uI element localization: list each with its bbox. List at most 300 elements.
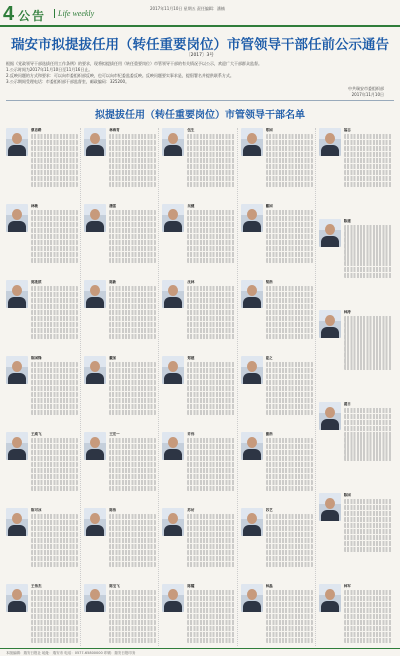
bio-text-line xyxy=(31,590,78,595)
bio-text-line xyxy=(344,249,392,254)
bio-text-line xyxy=(109,602,156,607)
bio-text-line xyxy=(31,398,78,403)
candidate-column xyxy=(84,128,159,646)
bio-text-line xyxy=(266,596,313,601)
bio-text-line xyxy=(31,468,78,473)
bio-text-line xyxy=(344,620,392,625)
bio-text-line xyxy=(31,286,78,291)
candidate-name: 林敏 xyxy=(31,204,38,208)
candidate-card xyxy=(241,584,313,646)
candidate-name: 陈可冰 xyxy=(31,508,42,512)
bio-text-line xyxy=(31,380,78,385)
bio-text-line xyxy=(31,158,78,163)
bio-text-line xyxy=(109,328,156,333)
candidate-card xyxy=(162,356,234,418)
bio-text-line xyxy=(187,310,234,315)
bio-text-line xyxy=(266,486,313,491)
bio-text-line xyxy=(109,240,156,245)
bio-text-line xyxy=(31,310,78,315)
bio-text-line xyxy=(31,334,78,339)
bio-text-line xyxy=(266,450,313,455)
candidate-photo xyxy=(84,128,106,156)
bio-text-line xyxy=(109,444,156,449)
bio-text-line xyxy=(266,444,313,449)
bio-text-line xyxy=(266,608,313,613)
intro-paragraph: 3.公示期间受理电话：市委组织部干部监督室，邮政编码：325200。 xyxy=(6,79,130,84)
bio-text-line xyxy=(187,176,234,181)
bio-text-line xyxy=(344,523,392,528)
candidate-bio xyxy=(187,508,234,570)
bio-text-line xyxy=(266,632,313,637)
bio-text-line xyxy=(187,590,234,595)
bio-text-line xyxy=(31,222,78,227)
bio-text-line xyxy=(187,316,234,321)
bio-text-line xyxy=(31,322,78,327)
candidate-bio xyxy=(31,356,78,418)
bio-text-line xyxy=(266,474,313,479)
bio-text-line xyxy=(109,386,156,391)
candidate-bio xyxy=(344,402,392,464)
candidate-bio xyxy=(31,128,78,190)
bio-text-line xyxy=(31,480,78,485)
masthead xyxy=(0,0,400,30)
bio-text-line xyxy=(344,328,392,333)
bio-text-line xyxy=(344,146,392,151)
bio-text-line xyxy=(31,258,78,263)
bio-text-line xyxy=(344,449,392,454)
list-title: 拟提拔任用（转任重要岗位）市管领导干部名单 xyxy=(95,110,305,121)
candidate-bio xyxy=(266,128,313,190)
bio-text-line xyxy=(31,152,78,157)
candidate-bio xyxy=(266,432,313,494)
candidate-name: 陈宝飞 xyxy=(109,584,120,588)
section-name: 公告 xyxy=(18,9,47,23)
bio-text-line xyxy=(187,240,234,245)
candidate-bio xyxy=(266,508,313,570)
bio-text-line xyxy=(344,632,392,637)
bio-text-line xyxy=(109,176,156,181)
bio-text-line xyxy=(187,462,234,467)
bio-text-line xyxy=(187,368,234,373)
bio-text-line xyxy=(109,544,156,549)
candidate-name: 陈国 xyxy=(343,492,351,497)
bio-text-line xyxy=(31,240,78,245)
bio-text-line xyxy=(187,526,234,531)
bio-text-line xyxy=(187,550,234,555)
bio-text-line xyxy=(187,292,234,297)
candidate-name: 翁志 xyxy=(343,128,351,132)
bio-text-line xyxy=(266,404,313,409)
candidate-card xyxy=(6,432,78,494)
candidate-card xyxy=(162,432,234,494)
bio-text-line xyxy=(31,298,78,303)
issuer-block xyxy=(348,86,384,97)
bio-text-line xyxy=(266,480,313,485)
candidate-card xyxy=(319,493,392,555)
candidate-bio xyxy=(187,356,234,418)
candidate-name: 吴健 xyxy=(187,204,195,208)
bio-text-line xyxy=(266,456,313,461)
bio-text-line xyxy=(187,286,234,291)
bio-text-line xyxy=(109,474,156,479)
bio-text-line xyxy=(266,362,313,367)
bio-text-line xyxy=(187,438,234,443)
bio-text-line xyxy=(31,140,78,145)
candidate-card xyxy=(162,508,234,570)
candidate-bio xyxy=(266,584,313,646)
bio-text-line xyxy=(187,362,234,367)
candidate-photo xyxy=(241,280,263,308)
bio-text-line xyxy=(344,152,392,157)
candidate-photo xyxy=(319,310,341,338)
bio-text-line xyxy=(31,638,78,643)
bio-text-line xyxy=(266,626,313,631)
candidate-name: 林海青 xyxy=(109,128,120,132)
candidate-bio xyxy=(109,280,156,342)
bio-text-line xyxy=(187,520,234,525)
candidate-name: 戴加 xyxy=(109,356,117,360)
candidate-photo xyxy=(6,128,28,156)
candidate-photo xyxy=(241,128,263,156)
candidate-card xyxy=(319,310,392,372)
bio-text-line xyxy=(31,474,78,479)
candidate-bio xyxy=(109,128,156,190)
bio-text-line xyxy=(344,182,392,187)
candidate-bio xyxy=(109,584,156,646)
issue-info: 2017年11月10日 星期五 责任编辑：潘楠 xyxy=(150,6,225,11)
bio-text-line xyxy=(31,538,78,543)
candidate-card xyxy=(241,508,313,570)
bio-text-line xyxy=(266,140,313,145)
bio-text-line xyxy=(187,638,234,643)
bio-text-line xyxy=(109,322,156,327)
candidate-photo xyxy=(6,508,28,536)
bio-text-line xyxy=(109,462,156,467)
bio-text-line xyxy=(344,267,392,272)
page-footer: 本版编辑：瑞安日报社 地址：瑞安市 电话：0577-65800000 印刷：瑞安日报印务 xyxy=(0,648,400,656)
bio-text-line xyxy=(109,608,156,613)
bio-text-line xyxy=(187,210,234,215)
bio-text-line xyxy=(187,596,234,601)
candidate-bio xyxy=(344,128,392,190)
bio-text-line xyxy=(266,216,313,221)
bio-text-line xyxy=(31,608,78,613)
bio-text-line xyxy=(266,246,313,251)
candidate-name: 许伟 xyxy=(187,432,195,436)
bio-text-line xyxy=(109,526,156,531)
candidate-grid xyxy=(6,128,394,646)
bio-text-line xyxy=(344,140,392,145)
candidate-card xyxy=(241,128,313,190)
bio-text-line xyxy=(187,544,234,549)
bio-text-line xyxy=(266,602,313,607)
candidate-card xyxy=(84,584,156,646)
bio-text-line xyxy=(266,462,313,467)
bio-text-line xyxy=(344,261,392,266)
intro-paragraph: 根据《党政领导干部选拔任用工作条例》的要求，现将拟提拔任用（转任重要岗位）市管领导干部的有关情况予以公示，欢迎广大干部群众监督。 xyxy=(6,61,262,66)
bio-text-line xyxy=(344,420,392,425)
bio-text-line xyxy=(266,526,313,531)
candidate-photo xyxy=(162,508,184,536)
bio-text-line xyxy=(187,480,234,485)
candidate-name: 王威飞 xyxy=(31,432,42,436)
candidate-name: 虞日 xyxy=(343,401,351,406)
bio-text-line xyxy=(344,547,392,552)
bio-text-line xyxy=(344,340,392,345)
candidate-bio xyxy=(31,432,78,494)
bio-text-line xyxy=(344,408,392,413)
candidate-name: 陈新 xyxy=(109,280,117,284)
bio-text-line xyxy=(266,310,313,315)
candidate-card xyxy=(6,128,78,190)
bio-text-line xyxy=(31,246,78,251)
candidate-bio xyxy=(187,432,234,494)
bio-text-line xyxy=(31,526,78,531)
candidate-name: 郭延滨 xyxy=(31,280,42,284)
bio-text-line xyxy=(109,310,156,315)
bio-text-line xyxy=(266,234,313,239)
bio-text-line xyxy=(187,514,234,519)
bio-text-line xyxy=(187,298,234,303)
bio-text-line xyxy=(109,450,156,455)
candidate-card xyxy=(84,204,156,266)
bio-text-line xyxy=(266,438,313,443)
bio-text-line xyxy=(187,410,234,415)
bio-text-line xyxy=(344,638,392,643)
bio-text-line xyxy=(31,234,78,239)
bio-text-line xyxy=(344,499,392,504)
candidate-photo xyxy=(6,204,28,232)
bio-text-line xyxy=(109,550,156,555)
candidate-card xyxy=(162,204,234,266)
document-number: 〔2017〕3号 xyxy=(186,53,214,58)
bio-text-line xyxy=(266,334,313,339)
bio-text-line xyxy=(266,514,313,519)
bio-text-line xyxy=(109,210,156,215)
bio-text-line xyxy=(31,210,78,215)
candidate-bio xyxy=(31,584,78,646)
bio-text-line xyxy=(109,638,156,643)
bio-text-line xyxy=(31,392,78,397)
bio-text-line xyxy=(109,438,156,443)
bio-text-line xyxy=(344,590,392,595)
bio-text-line xyxy=(344,511,392,516)
bio-text-line xyxy=(31,328,78,333)
candidate-name: 林涛 xyxy=(343,310,351,315)
bio-text-line xyxy=(266,292,313,297)
candidate-bio xyxy=(344,310,392,372)
bio-text-line xyxy=(187,380,234,385)
bio-text-line xyxy=(109,362,156,367)
candidate-card xyxy=(6,280,78,342)
bio-text-line xyxy=(344,443,392,448)
bio-text-line xyxy=(266,182,313,187)
bio-text-line xyxy=(31,456,78,461)
bio-text-line xyxy=(31,486,78,491)
candidate-bio xyxy=(109,204,156,266)
bio-text-line xyxy=(31,602,78,607)
bio-text-line xyxy=(187,258,234,263)
bio-text-line xyxy=(31,304,78,309)
candidate-photo xyxy=(84,280,106,308)
bio-text-line xyxy=(109,562,156,567)
candidate-photo xyxy=(162,356,184,384)
bio-text-line xyxy=(344,505,392,510)
bio-text-line xyxy=(31,362,78,367)
bio-text-line xyxy=(109,146,156,151)
bio-text-line xyxy=(187,538,234,543)
bio-text-line xyxy=(266,152,313,157)
bio-text-line xyxy=(187,222,234,227)
bio-text-line xyxy=(266,374,313,379)
page-number: 4 xyxy=(3,3,15,25)
bio-text-line xyxy=(266,170,313,175)
candidate-name: 沈林 xyxy=(187,280,195,284)
bio-text-line xyxy=(187,234,234,239)
bio-text-line xyxy=(187,626,234,631)
bio-text-line xyxy=(109,398,156,403)
bio-text-line xyxy=(344,352,392,357)
bio-text-line xyxy=(187,146,234,151)
bio-text-line xyxy=(344,176,392,181)
bio-text-line xyxy=(187,468,234,473)
bio-text-line xyxy=(344,596,392,601)
candidate-card xyxy=(162,128,234,190)
candidate-card xyxy=(84,508,156,570)
bio-text-line xyxy=(109,134,156,139)
bio-text-line xyxy=(344,426,392,431)
bio-text-line xyxy=(344,529,392,534)
bio-text-line xyxy=(31,620,78,625)
bio-text-line xyxy=(109,252,156,257)
bio-text-line xyxy=(31,444,78,449)
bio-text-line xyxy=(31,182,78,187)
bio-text-line xyxy=(109,614,156,619)
candidate-name: 苏坊 xyxy=(187,508,195,512)
candidate-name: 郑建 xyxy=(187,356,195,360)
candidate-bio xyxy=(344,493,392,555)
candidate-photo xyxy=(241,204,263,232)
bio-text-line xyxy=(344,437,392,442)
bio-text-line xyxy=(109,182,156,187)
candidate-photo xyxy=(241,356,263,384)
candidate-bio xyxy=(187,280,234,342)
bio-text-line xyxy=(31,164,78,169)
bio-text-line xyxy=(187,450,234,455)
bio-text-line xyxy=(109,532,156,537)
bio-text-line xyxy=(187,486,234,491)
bio-text-line xyxy=(31,146,78,151)
bio-text-line xyxy=(31,520,78,525)
candidate-card xyxy=(319,128,392,190)
bio-text-line xyxy=(266,386,313,391)
bio-text-line xyxy=(266,146,313,151)
bio-text-line xyxy=(109,374,156,379)
bio-text-line xyxy=(266,304,313,309)
bio-text-line xyxy=(31,410,78,415)
candidate-photo xyxy=(162,280,184,308)
bio-text-line xyxy=(187,158,234,163)
masthead-rule xyxy=(0,25,400,27)
bio-text-line xyxy=(187,216,234,221)
bio-text-line xyxy=(31,550,78,555)
candidate-card xyxy=(84,280,156,342)
candidate-name: 林军 xyxy=(343,583,351,588)
candidate-photo xyxy=(319,402,341,430)
candidate-bio xyxy=(187,204,234,266)
bio-text-line xyxy=(187,392,234,397)
bio-text-line xyxy=(266,532,313,537)
bio-text-line xyxy=(344,414,392,419)
candidate-card xyxy=(84,356,156,418)
bio-text-line xyxy=(344,358,392,363)
bio-text-line xyxy=(187,140,234,145)
notice-title: 瑞安市拟提拔任用（转任重要岗位）市管领导干部任前公示通告 xyxy=(11,37,389,53)
bio-text-line xyxy=(187,322,234,327)
candidate-bio xyxy=(109,432,156,494)
bio-text-line xyxy=(266,258,313,263)
bio-text-line xyxy=(344,322,392,327)
bio-text-line xyxy=(266,368,313,373)
bio-text-line xyxy=(266,328,313,333)
candidate-photo xyxy=(162,584,184,612)
bio-text-line xyxy=(266,316,313,321)
bio-text-line xyxy=(109,486,156,491)
bio-text-line xyxy=(109,164,156,169)
candidate-name: 郑国 xyxy=(265,128,273,132)
candidate-column xyxy=(241,128,316,646)
bio-text-line xyxy=(109,404,156,409)
bio-text-line xyxy=(31,562,78,567)
bio-text-line xyxy=(109,316,156,321)
bio-text-line xyxy=(31,228,78,233)
bio-text-line xyxy=(187,386,234,391)
candidate-photo xyxy=(84,432,106,460)
bio-text-line xyxy=(187,602,234,607)
candidate-photo xyxy=(162,204,184,232)
bio-text-line xyxy=(266,222,313,227)
bio-text-line xyxy=(187,608,234,613)
bio-text-line xyxy=(187,182,234,187)
candidate-photo xyxy=(6,584,28,612)
bio-text-line xyxy=(109,410,156,415)
bio-text-line xyxy=(109,632,156,637)
candidate-name: 陈耀 xyxy=(187,584,195,588)
candidate-bio xyxy=(31,508,78,570)
candidate-name: 陈伟 xyxy=(109,508,117,512)
bio-text-line xyxy=(109,620,156,625)
bio-text-line xyxy=(266,544,313,549)
candidate-name: 梁浩 xyxy=(265,280,273,284)
bio-text-line xyxy=(187,404,234,409)
bio-text-line xyxy=(344,255,392,260)
bio-text-line xyxy=(187,228,234,233)
bio-text-line xyxy=(187,334,234,339)
candidate-photo xyxy=(6,280,28,308)
bio-text-line xyxy=(344,455,392,460)
bio-text-line xyxy=(109,626,156,631)
candidate-card xyxy=(319,219,392,281)
bio-text-line xyxy=(344,535,392,540)
bio-text-line xyxy=(109,292,156,297)
bio-text-line xyxy=(266,638,313,643)
bio-text-line xyxy=(344,273,392,278)
bio-text-line xyxy=(109,590,156,595)
bio-text-line xyxy=(187,170,234,175)
candidate-name: 王伟杰 xyxy=(31,584,42,588)
bio-text-line xyxy=(187,304,234,309)
candidate-bio xyxy=(109,356,156,418)
